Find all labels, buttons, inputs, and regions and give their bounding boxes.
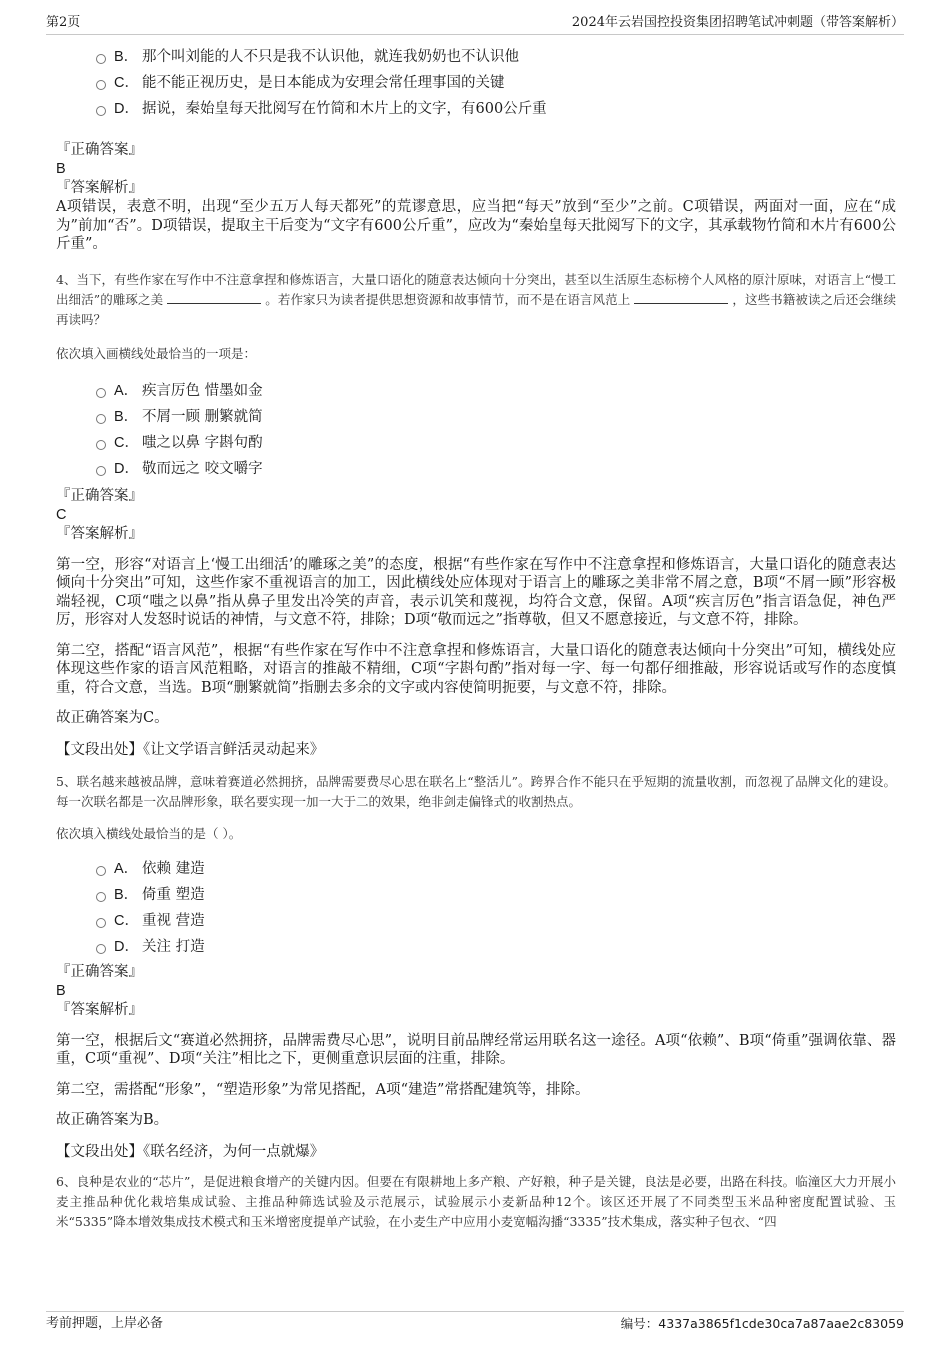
q3-option-d[interactable]: D． 据说，秦始皇每天批阅写在竹简和木片上的文字，有600公斤重 <box>96 96 896 122</box>
q3-analysis: A项错误，表意不明，出现“至少五万人每天都死”的荒谬意思，应当把“每天”放到“至少”之前。C项错误，两面对一面，应在“成为”前加“否”。D项错误，提取主干后变为“文字有600公斤重”，应改为“秦始皇每天批阅写下的文字，其承载物竹简和木片有600公斤重”。 <box>56 199 896 252</box>
q5-instruction: 依次填入横线处最恰当的是（ ）。 <box>56 825 242 841</box>
radio-icon[interactable] <box>96 892 106 902</box>
q4-stem: 4、当下，有些作家在写作中不注意拿捏和修炼语言，大量口语化的随意表达倾向十分突出，甚至以生活原生态标榜个人风格的原汁原味，对语言上“慢工出细活”的雕琢之美 。若作家只为读者提供思想资源和故事情节，而不是在语言风范上 ，这些书籍被读之后还会继续再读吗？ <box>56 271 896 327</box>
page-number: 第2页 <box>46 15 81 30</box>
q4-analysis-para1: 第一空，形容“对语言上‘慢工出细活’的雕琢之美”的态度，根据“有些作家在写作中不注意拿捏和修炼语言，大量口语化的随意表达倾向十分突出”可知，这些作家不重视语言的加工，因此横线处应体现对于语言上的雕琢之美非常不屑之意，B项“不屑一顾”形容极端轻视，C项“嗤之以鼻”指从鼻子里发出冷笑的声音，表示讥笑和蔑视，均符合文意，保留。A项“疾言厉色”指言语急促，神色严厉，形容对人发怒时说话的神情，与文意不符，排除；D项“敬而远之”指尊敬，但又不愿意接近，与文意不符，排除。 <box>56 556 896 628</box>
radio-icon[interactable] <box>96 440 106 450</box>
q5-option-d[interactable]: D． 关注 打造 <box>96 934 896 960</box>
radio-icon[interactable] <box>96 106 106 116</box>
page-header <box>46 14 904 35</box>
radio-icon[interactable] <box>96 918 106 928</box>
q4-option-a[interactable]: A． 疾言厉色 惜墨如金 <box>96 378 896 404</box>
radio-icon[interactable] <box>96 80 106 90</box>
radio-icon[interactable] <box>96 414 106 424</box>
q5-stem: 5、联名越来越被品牌，意味着赛道必然拥挤，品牌需要费尽心思在联名上“整活儿”。跨界合作不能只在乎短期的流量收割，而忽视了品牌文化的建设。每一次联名都是一次品牌形象，联名要实现一加一大于二的效果，绝非剑走偏锋式的收割热点。 <box>56 773 896 809</box>
q5-option-a[interactable]: A． 依赖 建造 <box>96 856 896 882</box>
q6-stem: 6、良种是农业的“芯片”，是促进粮食增产的关键内因。但要在有限耕地上多产粮、产好粮，种子是关键，良法是必要，出路在科技。临潼区大力开展小麦主推品种优化栽培集成试验、主推品种筛选试验及示范展示，试验展示小麦新品种12个。该区还开展了不同类型玉米品种密度配置试验、玉米“5335”降本增效集成技术模式和玉米增密度提单产试验，在小麦生产中应用小麦宽幅沟播“3335”技术集成，落实种子包衣、“四 <box>56 1173 896 1229</box>
page-content <box>56 40 896 1232</box>
footer-slogan: 考前押题，上岸必备 <box>46 1316 164 1331</box>
q4-instruction: 依次填入画横线处最恰当的一项是： <box>56 345 257 361</box>
q3-analysis-label: 『答案解析』 <box>56 180 143 196</box>
q4-analysis-conclusion: 故正确答案为C。 <box>56 710 169 726</box>
q5-option-b[interactable]: B． 倚重 塑造 <box>96 882 896 908</box>
q4-answer-label: 『正确答案』 <box>56 487 143 504</box>
radio-icon[interactable] <box>96 944 106 954</box>
page-footer <box>46 1311 904 1336</box>
q4-option-c[interactable]: C． 嗤之以鼻 字斟句酌 <box>96 430 896 456</box>
document-code: 编号：4337a3865f1cde30ca7a87aae2c83059 <box>620 1316 904 1331</box>
q5-analysis-label: 『答案解析』 <box>56 1001 143 1018</box>
q3-option-b[interactable]: B． 那个叫刘能的人不只是我不认识他，就连我奶奶也不认识他 <box>96 44 896 70</box>
q4-option-b[interactable]: B． 不屑一顾 删繁就简 <box>96 404 896 430</box>
q5-analysis-conclusion: 故正确答案为B。 <box>56 1112 169 1128</box>
radio-icon[interactable] <box>96 466 106 476</box>
q5-option-c[interactable]: C． 重视 营造 <box>96 908 896 934</box>
q5-analysis-para2: 第二空，需搭配“形象”，“塑造形象”为常见搭配，A项“建造”常搭配建筑等，排除。 <box>56 1081 590 1098</box>
q4-option-d[interactable]: D． 敬而远之 咬文嚼字 <box>96 456 896 482</box>
document-title: 2024年云岩国控投资集团招聘笔试冲刺题（带答案解析） <box>571 15 904 30</box>
answer-blank <box>167 291 261 304</box>
q3-options <box>56 44 896 122</box>
q5-answer-label: 『正确答案』 <box>56 963 143 980</box>
q3-option-c[interactable]: C． 能不能正视历史，是日本能成为安理会常任理事国的关键 <box>96 70 896 96</box>
q5-answer: B <box>56 982 66 999</box>
radio-icon[interactable] <box>96 54 106 64</box>
q4-options <box>56 378 896 482</box>
q5-options <box>56 856 896 960</box>
q4-source: 【文段出处】《让文学语言鲜活灵动起来》 <box>56 741 325 758</box>
q5-analysis-para1: 第一空，根据后文“赛道必然拥挤，品牌需费尽心思”，说明目前品牌经常运用联名这一途径。A项“依赖”、B项“倚重”强调依靠、器重，C项“重视”、D项“关注”相比之下，更侧重意识层面的注重，排除。 <box>56 1032 896 1067</box>
q4-answer: C <box>56 506 67 523</box>
q4-analysis-para2: 第二空，搭配“语言风范”，根据“有些作家在写作中不注意拿捏和修炼语言，大量口语化的随意表达倾向十分突出”可知，横线处应体现这些作家的语言风范粗略，对语言的推敲不精细，C项“字斟句酌”指对每一字、每一句都仔细推敲，形容说话或写作的态度慎重，符合文意，当选。B项“删繁就简”指删去多余的文字或内容使简明扼要，与文意不符，排除。 <box>56 642 896 696</box>
radio-icon[interactable] <box>96 388 106 398</box>
q3-answer-label: 『正确答案』 <box>56 142 143 158</box>
answer-blank <box>634 291 728 304</box>
q3-answer: B <box>56 161 66 177</box>
q4-analysis-label: 『答案解析』 <box>56 525 143 542</box>
q5-source: 【文段出处】《联名经济，为何一点就爆》 <box>56 1143 325 1160</box>
radio-icon[interactable] <box>96 866 106 876</box>
